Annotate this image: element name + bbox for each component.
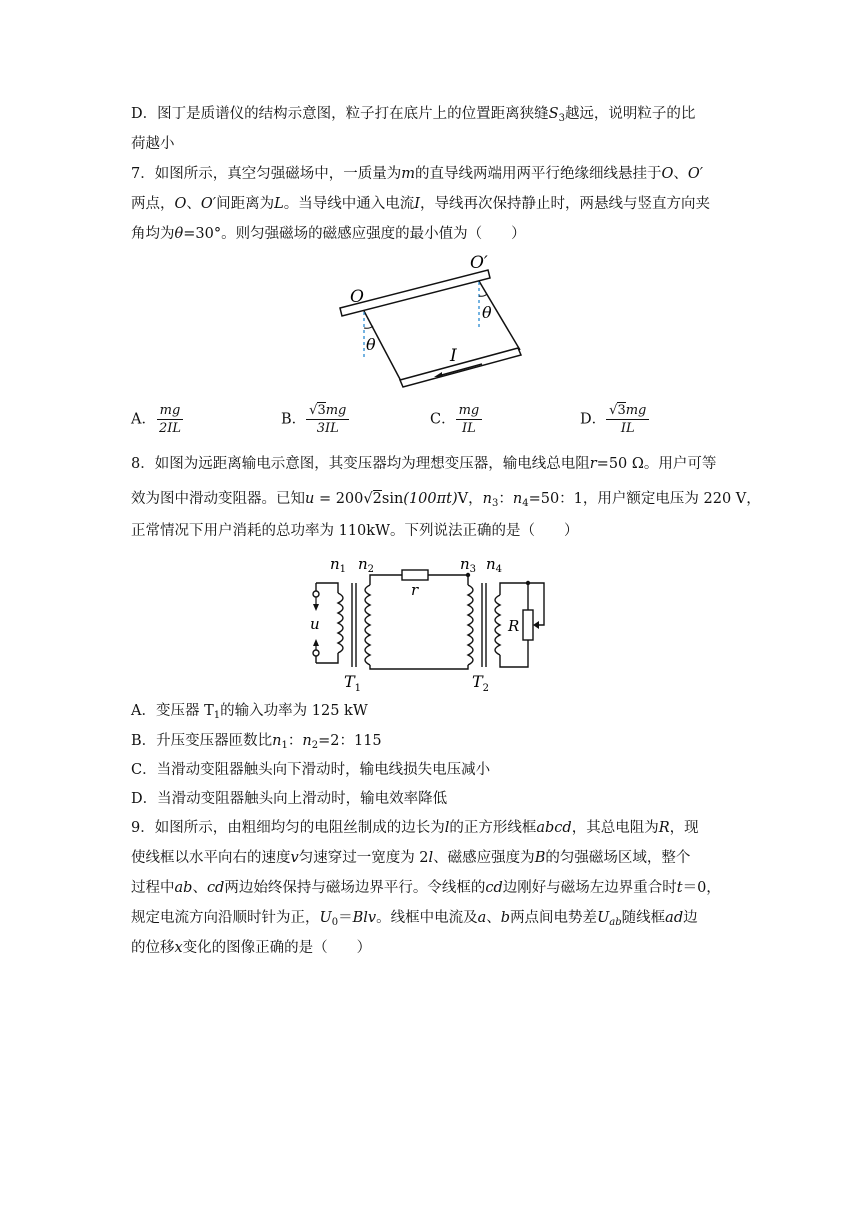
q8-t2-primary-coil — [468, 585, 473, 665]
q7-label-theta-right: θ — [482, 303, 492, 322]
q8-t1-primary-coil — [338, 593, 343, 653]
q8-label-u: u — [310, 615, 320, 633]
q8-u-arrow-up — [313, 604, 319, 611]
q7-wire — [400, 348, 521, 387]
q8-label-n2: $n_2$ — [358, 555, 375, 575]
q7-label-theta-left: θ — [366, 335, 376, 354]
q8-stem-line3: 正常情况下用户消耗的总功率为 110kW。下列说法正确的是（ ） — [131, 523, 579, 539]
q8-label-rheostat: R — [508, 617, 520, 635]
q8-t1-secondary-coil — [365, 585, 370, 665]
q8-stem-line1: 8．如图为远距离输电示意图，其变压器均为理想变压器，输电线总电阻r=50 Ω。用户可等 — [131, 456, 717, 472]
q7-option-c[interactable]: C． $\frac{mg}{IL}$ — [430, 402, 482, 437]
q7-figure-suspended-wire — [330, 250, 530, 395]
q8-label-r: r — [411, 581, 419, 599]
q8-label-n4: $n_4$ — [486, 555, 503, 575]
q7-label-o-prime: O′ — [470, 253, 488, 273]
q6-option-d-line1: D．图丁是质谱仪的结构示意图，粒子打在底片上的位置距离狭缝$S_3$越远，说明粒子的比 — [131, 106, 696, 124]
q7-label-current: I — [450, 346, 457, 366]
q9-stem-line4: 规定电流方向沿顺时针为正，$U_0=Blv$。线框中电流及a、b两点间电势差$U_{ab}$随线框ad边 — [131, 910, 698, 928]
q7-option-b[interactable]: B． $\frac{√3mg}{3IL}$ — [281, 402, 349, 437]
q8-t2-secondary-coil — [495, 595, 500, 655]
q9-stem-line3: 过程中ab、cd两边始终保持与磁场边界平行。令线框的cd边刚好与磁场左边界重合时t＝0， — [131, 880, 721, 896]
q8-label-t2: $T_2$ — [472, 672, 490, 694]
q8-resistor-r — [402, 570, 428, 580]
q8-label-t1: $T_1$ — [344, 672, 362, 694]
q7-option-d[interactable]: D． $\frac{√3mg}{IL}$ — [580, 402, 649, 437]
q9-stem-line1: 9．如图所示，由粗细均匀的电阻丝制成的边长为l的正方形线框abcd，其总电阻为R，现 — [131, 820, 699, 836]
q8-option-d[interactable]: D．当滑动变阻器触头向上滑动时，输电效率降低 — [131, 791, 448, 807]
q7-option-b-fraction: $\frac{√3mg}{3IL}$ — [306, 402, 349, 437]
q7-right-angle-arc — [479, 294, 487, 296]
q9-stem-line5: 的位移x变化的图像正确的是（ ） — [131, 940, 372, 956]
q7-label-o: O — [350, 287, 364, 307]
q7-stem-line2: 两点，O、O′间距离为L。当导线中通入电流I，导线再次保持静止时，两悬线与竖直方向夹 — [131, 196, 710, 212]
q8-rheostat-slider-arrow — [533, 621, 539, 629]
q8-option-a[interactable]: A．变压器 $T_1$的输入功率为 125 kW — [131, 703, 368, 721]
q7-option-c-fraction: $\frac{mg}{IL}$ — [456, 402, 483, 437]
q8-option-b[interactable]: B．升压变压器匝数比$n_1$：$n_2=2$：115 — [131, 733, 382, 751]
q8-figure-transmission-circuit — [300, 555, 560, 695]
q8-label-n1: $n_1$ — [330, 555, 347, 575]
q8-u-arrow-down — [313, 639, 319, 646]
q9-stem-line2: 使线框以水平向右的速度v匀速穿过一宽度为 2l、磁感应强度为B的匀强磁场区域，整个 — [131, 850, 691, 866]
q7-option-a-fraction: $\frac{mg}{2IL}$ — [156, 402, 184, 437]
q8-label-n3: $n_3$ — [460, 555, 477, 575]
q8-stem-line2: 效为图中滑动变阻器。已知u = 200√2sin(100πt)V，$n_3$：$n_4=50$：1，用户额定电压为 220 V， — [131, 491, 761, 509]
q8-option-c[interactable]: C．当滑动变阻器触头向下滑动时，输电线损失电压减小 — [131, 762, 491, 778]
q6-option-d-line2: 荷越小 — [131, 136, 175, 152]
q7-option-a[interactable]: A． $\frac{mg}{2IL}$ — [131, 402, 184, 437]
q7-option-d-fraction: $\frac{√3mg}{IL}$ — [606, 402, 649, 437]
q8-rheostat — [523, 610, 533, 640]
q7-stem-line3: 角均为θ=30°。则匀强磁场的磁感应强度的最小值为（ ） — [131, 226, 526, 242]
q7-stem-line1: 7．如图所示，真空匀强磁场中，一质量为m的直导线两端用两平行绝缘细线悬挂于O、O′ — [131, 166, 704, 182]
